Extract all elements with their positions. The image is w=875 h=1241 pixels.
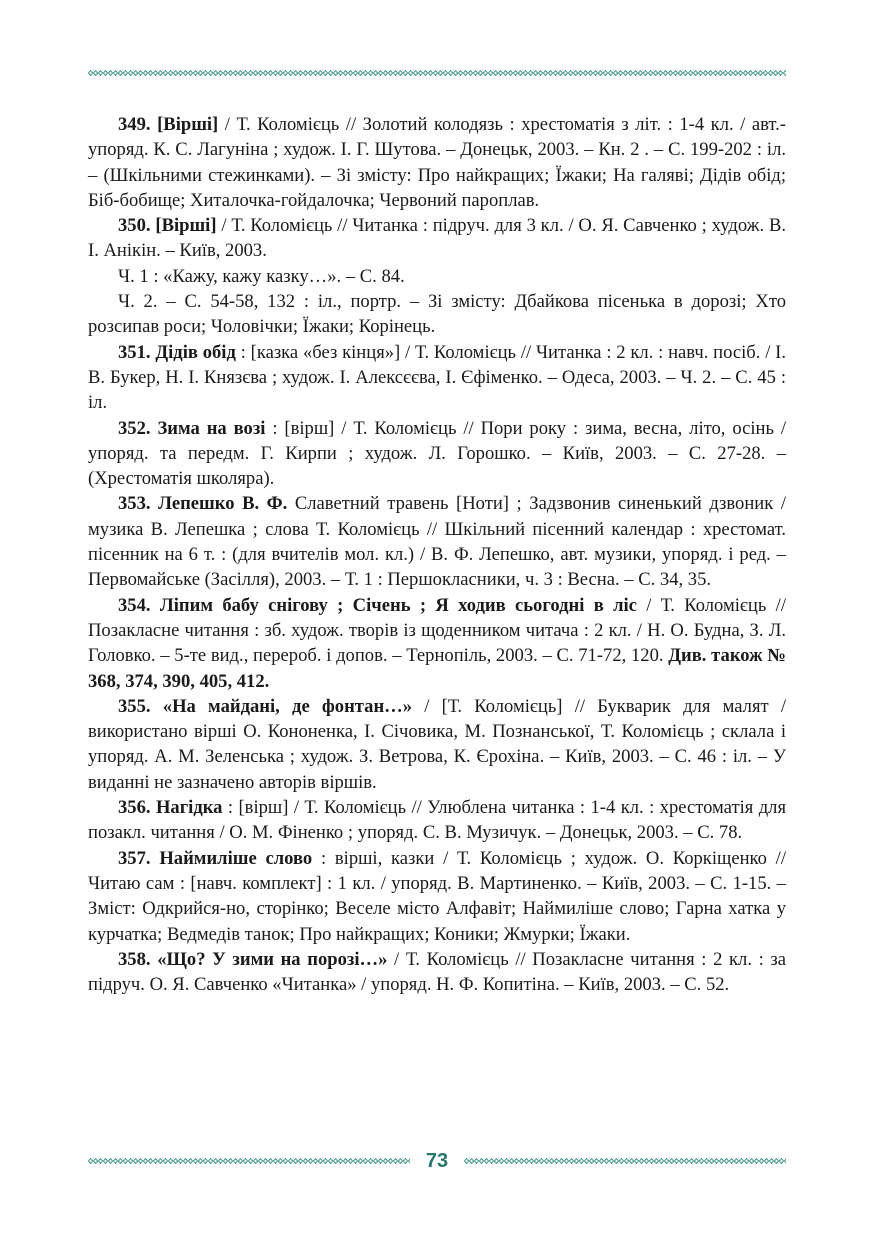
page-number: 73 xyxy=(425,1150,449,1172)
entry-title: «Що? У зими на порозі…» xyxy=(157,948,388,970)
entry-number: 356. xyxy=(118,797,151,819)
entry-354 xyxy=(88,593,786,694)
entry-349 xyxy=(88,112,786,213)
entry-number: 352. xyxy=(118,417,151,439)
entry-352 xyxy=(88,416,786,492)
entry-number: 350. xyxy=(118,215,151,237)
entry-description: / Т. Коломієць // Позакласне читання : зб. худож. творів із щоденником читача : 2 кл. / Н. О. Будна, З. Л. Головко. – 5-те вид., перероб. і допов. – Тернопіль, 2003. – С. 71-72, 120. xyxy=(88,594,786,667)
entry-title: Ліпим бабу снігову ; Січень ; Я ходив сьогодні в ліс xyxy=(159,594,637,616)
entry-number: 351. xyxy=(118,341,151,363)
entry-description: : [вірш] / Т. Коломієць // Пори року : зима, весна, літо, осінь / упоряд. та передм. Г. Кирпи ; худож. Л. Горошко. – Київ, 2003. – С. 27-28. – (Хрестоматія школяра). xyxy=(88,417,786,490)
see-also-reference: Див. також № 368, 374, 390, 405, 412. xyxy=(88,645,786,692)
entry-358 xyxy=(88,947,786,998)
entry-number: 354. xyxy=(118,594,151,616)
bottom-ornament-right xyxy=(464,1158,786,1164)
entry-number: 353. xyxy=(118,493,151,515)
entry-356 xyxy=(88,795,786,846)
entry-description: Славетний травень [Ноти] ; Задзвонив синенький дзвоник / музика В. Лепешка ; слова Т. Коломієць // Шкільний пісенний календар : хрестомат. пісенник на 6 т. : (для вчителів мол. кл.) / В. Ф. Лепешко, авт. музики, упоряд. і ред. – Первомайське (Засілля), 2003. – Т. 1 : Першокласники, ч. 3 : Весна. – С. 34, 35. xyxy=(88,493,787,591)
entry-title: Дідів обід xyxy=(155,341,236,363)
entry-title: «На майдані, де фонтан…» xyxy=(162,695,413,717)
bottom-ornament-left xyxy=(88,1158,410,1164)
entry-351 xyxy=(88,340,786,416)
entry-353 xyxy=(88,491,786,592)
entry-357 xyxy=(88,846,786,947)
entry-description: / [Т. Коломієць] // Букварик для малят / використано вірші О. Кононенка, І. Січовика, М. Познанської, Т. Коломієць ; склала і упоряд. А. М. Зеленська ; худож. З. Ветрова, К. Єрохіна. – Київ, 2003. – С. 46 : іл. – У виданні не зазначено авторів віршів. xyxy=(88,695,787,793)
entry-description: / Т. Коломієць // Читанка : підруч. для 3 кл. / О. Я. Савченко ; худож. В. І. Анікін. – Київ, 2003. xyxy=(88,215,787,262)
top-ornament-border xyxy=(88,70,786,76)
entry-description: : [казка «без кінця»] / Т. Коломієць // Читанка : 2 кл. : навч. посіб. / І. В. Букер, Н. І. Князєва ; худож. І. Алексєєва, І. Єфіменко. – Одеса, 2003. – Ч. 2. – С. 45 : іл. xyxy=(88,341,786,414)
entry-title: [Вірші] xyxy=(155,215,217,237)
entry-description: / Т. Коломієць // Золотий колодязь : хрестоматія з літ. : 1-4 кл. / авт.-упоряд. К. С. Лагуніна ; худож. І. Г. Шутова. – Донецьк, 2003. – Кн. 2 . – С. 199-202 : іл. – (Шкільними стежинками). – Зі змісту: Про найкращих; Їжаки; На галяві; Дідів обід; Біб-бобище; Хиталочка-гойдалочка; Червоний пароплав. xyxy=(88,114,786,211)
entry-350-part-1: Ч. 1 : «Кажу, кажу казку…». – С. 84. xyxy=(118,265,405,287)
entry-title: Лепешко В. Ф. xyxy=(158,493,288,515)
bottom-ornament-pattern-right xyxy=(464,1158,786,1164)
entry-number: 355. xyxy=(118,695,151,717)
entry-350 xyxy=(88,213,786,264)
entry-title: Наймиліше слово xyxy=(159,847,313,869)
bottom-ornament-pattern-left xyxy=(88,1158,410,1164)
entry-description: : [вірш] / Т. Коломієць // Улюблена читанка : 1-4 кл. : хрестоматія для позакл. читання / О. М. Фіненко ; упоряд. С. В. Музичук. – Донецьк, 2003. – С. 78. xyxy=(88,797,786,844)
entry-number: 349. xyxy=(118,114,151,135)
bibliography-list xyxy=(88,112,786,997)
entry-350-part-2: Ч. 2. – С. 54-58, 132 : іл., портр. – Зі змісту: Дбайкова пісенька в дорозі; Хто розсипав роси; Чоловічки; Їжаки; Корінець. xyxy=(88,291,786,338)
entry-title: [Вірші] xyxy=(157,114,219,135)
entry-355 xyxy=(88,694,786,795)
entry-number: 357. xyxy=(118,847,151,869)
entry-title: Нагідка xyxy=(155,797,223,819)
entry-description: / Т. Коломієць // Позакласне читання : 2 кл. : за підруч. О. Я. Савченко «Читанка» / упоряд. Н. Ф. Копитіна. – Київ, 2003. – С. 52. xyxy=(88,948,786,996)
entry-number: 358. xyxy=(118,948,151,970)
top-ornament-pattern xyxy=(88,70,786,76)
entry-description: : вірші, казки / Т. Коломієць ; худож. О. Коркіщенко // Читаю сам : [навч. комплект] : 1 кл. / упоряд. В. Мартиненко. – Київ, 2003. – С. 1-15. – Зміст: Одкрийся-но, сторінко; Веселе місто Алфавіт; Наймиліше слово; Гарна хатка у курчатка; Ведмедів танок; Про найкращих; Коники; Жмурки; Їжаки. xyxy=(88,847,787,945)
entry-title: Зима на возі xyxy=(157,417,266,439)
